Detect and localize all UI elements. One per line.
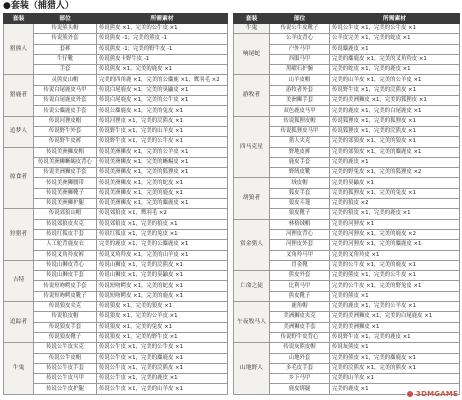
table-row (4, 250, 228, 260)
table-row (4, 106, 228, 116)
slot-cell: 传说公牛皮夹克 (34, 343, 97, 353)
materials-cell: 完美的叉角羚皮 ×1 (330, 250, 460, 260)
slot-cell: 传说熊外套 (34, 34, 97, 44)
table-body-left (4, 24, 228, 395)
materials-cell: 传说狐狸皮 ×1，完美的狐狸皮 ×1 (330, 116, 460, 126)
slot-cell: 传说狐狸皮帽 (270, 116, 330, 126)
slot-cell: 人工驼背鹿皮衣 (34, 240, 97, 250)
slot-cell: 传说郊狼山帽 (34, 209, 97, 219)
materials-cell: 完美的公牛皮 ×1，完美的野兔皮 ×1 (330, 281, 460, 291)
table-row (4, 188, 228, 198)
slot-cell: 比利马甲 (270, 281, 330, 291)
slot-cell: 传说美洲狮靴子 (34, 188, 97, 198)
table-row (4, 157, 228, 167)
slot-cell: 传说红狐皮手套 (34, 229, 97, 239)
set-name-cell: 响尾蛇 (234, 34, 270, 75)
materials-cell: 完美的浣熊皮 ×1，完美的熊皮 ×1 (330, 363, 460, 373)
table-row (4, 374, 228, 384)
slot-cell: 公羊皮背心 (270, 34, 330, 44)
slot-cell: 野绒皮靴 (270, 168, 330, 178)
table-row (4, 65, 228, 75)
table-row (234, 75, 460, 85)
3dm-logo-icon (406, 390, 414, 398)
slot-cell: 传说狐狸皮马甲 (270, 126, 330, 136)
slot-cell: 传说公牛皮马甲 (34, 374, 97, 384)
slot-cell: 传说白尾鹿皮马甲 (34, 85, 97, 95)
slot-cell: 河狸皮外套 (270, 240, 330, 250)
table-row (4, 116, 228, 126)
set-name-cell: 四马克星 (234, 116, 270, 178)
table-row (4, 332, 228, 342)
materials-cell: 传说短吻鳄皮 ×1，完美的鹿皮 ×1 (97, 291, 228, 301)
materials-cell: 传说河狸皮 ×1，完美的浣熊皮 ×1 (97, 116, 228, 126)
slot-cell: 传说野牛皮背心 (270, 332, 330, 342)
slot-cell: 狼皮斗篷 (270, 199, 330, 209)
materials-cell: 传说山狮皮 ×1，完美的浣熊皮 ×1 (97, 260, 228, 270)
materials-cell: 完美的郊狼皮 ×1，完美的狼皮 ×1 (330, 137, 460, 147)
slot-cell: 鹿角帽 (270, 302, 330, 312)
materials-cell: 完美的美洲狮皮 ×1，完美的白尾鹿皮 ×1 (330, 312, 460, 322)
slot-cell: 手套 (34, 65, 97, 75)
slot-cell: 传说公牛皮帽 (34, 353, 97, 363)
table-row (4, 137, 228, 147)
slot-cell: 传说山狮皮背心 (34, 260, 97, 270)
set-name-cell: 山地野人 (234, 343, 270, 394)
slot-cell: 双色鹿皮马甲 (270, 106, 330, 116)
table-row (4, 126, 228, 136)
table-row (4, 147, 228, 157)
materials-cell: 传说公牛皮 ×1，完美的公牛皮 ×1 (97, 343, 228, 353)
slot-cell: 绒皮帽 (270, 178, 330, 188)
materials-cell: 完美的山羊皮 ×1，完美的公羊皮 ×1 (330, 75, 460, 85)
materials-cell: 传说白尾鹿皮 ×1，完美的公牛皮 ×1 (97, 96, 228, 106)
materials-cell: 传说美洲狮皮 ×1，完美的麋鹿皮 ×1 (97, 199, 228, 209)
set-name-cell: 狩猎者 (4, 209, 34, 260)
set-name-cell: 追梦人 (4, 116, 34, 147)
materials-cell: 完美的熊皮 ×1，完美的公牛皮 ×1 (330, 271, 460, 281)
table-row (4, 24, 228, 34)
set-name-cell: 游牧者 (234, 75, 270, 116)
materials-cell: 完美的美洲狮皮 ×1，完美的狐狸皮 ×1 (330, 96, 460, 106)
materials-cell: 传说叉角羚皮 ×1，完美的山羊皮 ×1 (97, 250, 228, 260)
materials-cell: 传说熊皮 -1；完美的野牛皮 -1 (97, 44, 228, 54)
table-row (234, 271, 460, 281)
outfit-table-left (3, 13, 228, 395)
materials-cell: 传说公麋鹿皮 ×1，完美的兔皮 ×1 (97, 106, 228, 116)
slot-cell: 户外马甲 (270, 44, 330, 54)
slot-cell: 西服马甲 (270, 54, 330, 64)
slot-cell: 狐皮手套 (270, 188, 330, 198)
table-row (234, 24, 460, 34)
set-name-cell: 追踪者 (4, 302, 34, 343)
materials-cell: 完美的公牛皮 ×1，完美的鹿皮 ×1 (330, 260, 460, 270)
slot-cell: 乡下马甲 (270, 374, 330, 384)
table-row (234, 219, 460, 229)
slot-cell: 野地皮裤 (270, 147, 330, 157)
table-row (4, 96, 228, 106)
materials-cell: 传说公牛皮 ×1，完美的鹿皮 ×1 (97, 374, 228, 384)
slot-cell: 冒金靴 (270, 260, 330, 270)
table-row (4, 85, 228, 95)
materials-cell: 完美的山羊皮 ×1 (330, 374, 460, 384)
materials-cell: 传说灰熊皮 ×1 (330, 343, 460, 353)
header-set: 套装 (234, 14, 270, 24)
materials-cell: 完美的四角鹿 ×1，完美的公麋鹿 ×1，鹰羽毛 ×2 (97, 75, 228, 85)
table-row (4, 54, 228, 64)
slot-cell: 传说美洲狮皮手套 (34, 168, 97, 178)
slot-cell: 传说野牛外套 (34, 126, 97, 136)
outfit-table-right (233, 13, 460, 395)
materials-cell: 传说郊狼皮 ×1，完美的狼皮 ×1 (97, 219, 228, 229)
materials-cell: 完美的鹿皮 ×1，完美的公麋鹿皮 ×1 (97, 240, 228, 250)
slot-cell: 猎人夹克 (270, 137, 330, 147)
materials-cell: 完美的蛇皮 ×1，完美的鹿皮 ×1 (330, 65, 460, 75)
slot-cell: 传说山狮皮手套 (34, 271, 97, 281)
set-name-cell: 牛鬼 (4, 343, 34, 394)
header-slot: 部位 (270, 14, 330, 24)
table-row (4, 271, 228, 281)
table-row (4, 219, 228, 229)
materials-cell: 传说公牛皮 ×1，完美的山羊皮 ×1 (97, 384, 228, 394)
set-name-cell: 猎鹿者 (4, 75, 34, 116)
slot-cell: 传说野牛皮裤 (34, 137, 97, 147)
materials-cell: 完美的鹿皮 ×1，完美的白尾鹿皮 ×1 (330, 106, 460, 116)
materials-cell: 传说野牛皮 ×1，完美的山羊皮 ×1 (97, 126, 228, 136)
materials-cell: 传说短吻鳄皮 ×1，完美的蛇皮 ×1 (97, 281, 228, 291)
materials-cell: 传说野牛皮 ×1，完美的浣熊皮 ×1 (330, 85, 460, 95)
slot-cell: 传说公牛皮手套 (34, 363, 97, 373)
table-row (4, 281, 228, 291)
slot-cell: 熊皮靴子 (270, 291, 330, 301)
table-row (234, 34, 460, 44)
materials-cell: 完美的野兔皮 ×1，完美的狐狸皮 ×2 (330, 168, 460, 178)
slot-cell: 传说熊头帽 (34, 24, 97, 34)
slot-cell: 传说白尾鹿皮外套 (34, 96, 97, 106)
table-row (4, 343, 228, 353)
materials-cell: 传说美洲狮皮 ×1，完美的蜥蜴皮 ×1 (97, 157, 228, 167)
materials-cell: 传说熊皮 ×1，完美的公牛皮 ×1 (97, 24, 228, 34)
header-materials: 所需素材 (330, 14, 460, 24)
materials-cell: 完美的熊皮 ×1 (330, 291, 460, 301)
slot-cell: 山羊皮帽 (270, 75, 330, 85)
materials-cell: 传说公牛皮 ×1，完美的公牛皮 ×1 (330, 24, 460, 34)
header-slot: 部位 (34, 14, 97, 24)
table-body-right (234, 24, 460, 395)
slot-cell: 传说公麋鹿皮手套 (34, 106, 97, 116)
set-name-cell: 胡狼者 (234, 178, 270, 219)
slot-cell: 传说郊狼皮夹克 (34, 219, 97, 229)
table-row (234, 343, 460, 353)
slot-cell: 传说美洲狮护腿 (34, 199, 97, 209)
set-name-cell: 亡命之徒 (234, 271, 270, 302)
slot-cell: 牛仔靴 (34, 54, 97, 64)
slot-cell: 传说短吻鳄皮靴子 (34, 291, 97, 301)
table-row (4, 291, 228, 301)
slot-cell: 狼皮靴子 (270, 209, 330, 219)
set-name-cell: 午夜牧马人 (234, 302, 270, 343)
watermark-text: 3DMGAME (416, 389, 458, 398)
set-name-cell: 赏金猎人 (234, 219, 270, 270)
table-row (4, 353, 228, 363)
materials-cell: 传说熊皮 -1；完美的熊皮 -1 (97, 34, 228, 44)
slot-cell: 传说公牛皮靴子 (270, 24, 330, 34)
table-header-row (234, 14, 460, 24)
table-row (234, 178, 460, 188)
materials-cell: 完美的鹿皮 ×1 (330, 384, 460, 394)
table-row (4, 34, 228, 44)
materials-cell: 完美的熊皮 ×1，完美的麋鹿皮 ×1 (330, 353, 460, 363)
materials-cell: 传说麋鹿皮 ×1 (330, 44, 460, 54)
set-name-cell: 掠食者 (4, 147, 34, 209)
materials-cell: 完美的河狸皮 ×1，完美的麋鹿皮 ×1 (330, 240, 460, 250)
slot-cell: 传说灰熊皮帽 (270, 343, 330, 353)
materials-cell: 完美的狼皮 ×1，完美的鹿皮 ×1 (330, 209, 460, 219)
materials-cell: 完美的麋鹿皮 ×1，完美的叉角羚皮 ×1 (330, 54, 460, 64)
materials-cell: 传说美洲狮皮 ×1，完美的鹿皮 ×1 (97, 188, 228, 198)
slot-cell: 叉角羚马甲 (270, 250, 330, 260)
materials-cell: 传说山狮皮 ×1，完美的臭鼬皮 ×1 (97, 271, 228, 281)
materials-cell: 传说狼皮 ×1，完美的兔皮 ×1 (97, 322, 228, 332)
materials-cell: 传说狼皮 ×1，完美的公羊皮 ×1 (97, 312, 228, 322)
table-row (4, 168, 228, 178)
table-row (4, 229, 228, 239)
table-row (4, 302, 228, 312)
materials-cell: 完美的鹿皮 ×1，完美的公羊皮 ×1 (330, 302, 460, 312)
slot-cell: 鹿皮绑腿 (270, 384, 330, 394)
materials-cell: 传说狼皮 ×1，完美的野牛皮 ×1 (97, 332, 228, 342)
slot-cell: 传说叉角羚皮裤 (34, 250, 97, 260)
materials-cell: 传说狼皮 ×1，完美的狼皮 ×1 (97, 302, 228, 312)
set-name-cell: 牛鬼 (234, 24, 270, 34)
slot-cell: 黑曜石护腕 (270, 65, 330, 75)
slot-cell: 传说短吻鳄皮手套 (34, 281, 97, 291)
watermark-logo (406, 389, 458, 398)
header-set: 套装 (4, 14, 34, 24)
materials-cell: 传说公牛皮 ×1，完美的麋鹿皮 ×1 (97, 353, 228, 363)
table-row (234, 116, 460, 126)
materials-cell: 传说野牛皮 ×1，完美的公牛皮 ×1 (97, 137, 228, 147)
slot-cell: 传说狼皮帽 (34, 312, 97, 322)
table-row (4, 240, 228, 250)
slot-cell: 传说狼皮夹克 (34, 302, 97, 312)
materials-cell: 传说狐狸皮 ×1，完美的浣熊皮 ×1 (330, 126, 460, 136)
page-title: ●套装（捕猎人） (3, 1, 74, 11)
slot-cell: 多毛皮手套 (270, 363, 330, 373)
table-row (4, 178, 228, 188)
table-row (4, 75, 228, 85)
header-materials: 所需素材 (97, 14, 228, 24)
materials-cell: 传说美洲狮皮 ×1，完美的公羊皮 ×1 (97, 147, 228, 157)
slot-cell: 传说美洲狮腰带 (34, 178, 97, 188)
materials-cell: 传说美洲狮皮 ×1，完美的蛇皮 ×1 (97, 178, 228, 188)
slot-cell: 美洲狮手套 (270, 96, 330, 106)
table-row (4, 209, 228, 219)
materials-cell: 传说野牛皮 ×1，完美的鹿皮 ×1 (330, 332, 460, 342)
materials-cell: 公羊皮完美 ×1，完美的蛇皮 ×1 (330, 34, 460, 44)
set-name-cell: 猎熊人 (4, 24, 34, 75)
slot-cell: 美洲狮皮夹克 (270, 312, 330, 322)
materials-cell: 完美的臭鼬皮 ×1 (330, 178, 460, 188)
slot-cell: 传说美洲狮皮帽 (34, 147, 97, 157)
slot-cell: 美洲狮皮手套 (270, 322, 330, 332)
materials-cell: 传说郊狼皮 ×1，鹰羽毛 ×2 (97, 209, 228, 219)
slot-cell: 鹿皮手套 (270, 157, 330, 167)
materials-cell: 完美的河狸皮 ×1，完美的鹿皮 ×2 (330, 229, 460, 239)
materials-cell: 完美的鹿皮 ×1 (330, 157, 460, 167)
table-row (4, 363, 228, 373)
slot-cell: 熊皮外套 (270, 271, 330, 281)
set-name-cell: 吉特 (4, 260, 34, 301)
slot-cell: 套裤 (34, 44, 97, 54)
materials-cell: 完美的狐狸皮 ×1，完美的兔皮 ×1 (330, 188, 460, 198)
slot-cell: 传说美洲狮蜥蜴皮背心 (34, 157, 97, 167)
slot-cell: 山地外套 (270, 353, 330, 363)
materials-cell: 传说红狐皮 ×1，完美的兔皮 ×1 (97, 229, 228, 239)
table-row (4, 312, 228, 322)
materials-cell: 完美的狼皮 ×2 (330, 199, 460, 209)
table-row (4, 44, 228, 54)
slot-cell: 传说河狸皮帽 (34, 116, 97, 126)
table-row (234, 302, 460, 312)
materials-cell: 传说熊皮 ×1，完美的鹿皮 ×1 (97, 65, 228, 75)
table-header-row (4, 14, 228, 24)
slot-cell: 河狸皮背心 (270, 229, 330, 239)
materials-cell: 传说美洲狮皮 ×1，完美的狐狸皮 ×1 (97, 168, 228, 178)
slot-cell: 传说公牛皮护腿 (34, 384, 97, 394)
slot-cell: 传说狼皮靴子 (34, 332, 97, 342)
slot-cell: 传说狼皮手套 (34, 322, 97, 332)
slot-cell: 林格绒帽 (270, 219, 330, 229)
slot-cell: 游牧者外套 (270, 85, 330, 95)
slot-cell: 灵熊皮山帽 (34, 75, 97, 85)
table-row (4, 260, 228, 270)
table-row (4, 384, 228, 394)
materials-cell: 传说公牛皮 ×1，完美的浣熊皮 ×1 (97, 363, 228, 373)
materials-cell: 传说白尾鹿皮 ×1，完美的臭鼬皮 ×1 (97, 85, 228, 95)
materials-cell: 完美的美洲狮皮 ×1 (330, 322, 460, 332)
materials-cell: 传说熊皮卡野牛皮 -1 (97, 54, 228, 64)
table-row (4, 322, 228, 332)
materials-cell: 完美的河狸皮 ×1 (330, 219, 460, 229)
materials-cell: 完美的郊狼皮 ×1，完美的麋鹿皮 ×1 (330, 147, 460, 157)
table-row (4, 199, 228, 209)
